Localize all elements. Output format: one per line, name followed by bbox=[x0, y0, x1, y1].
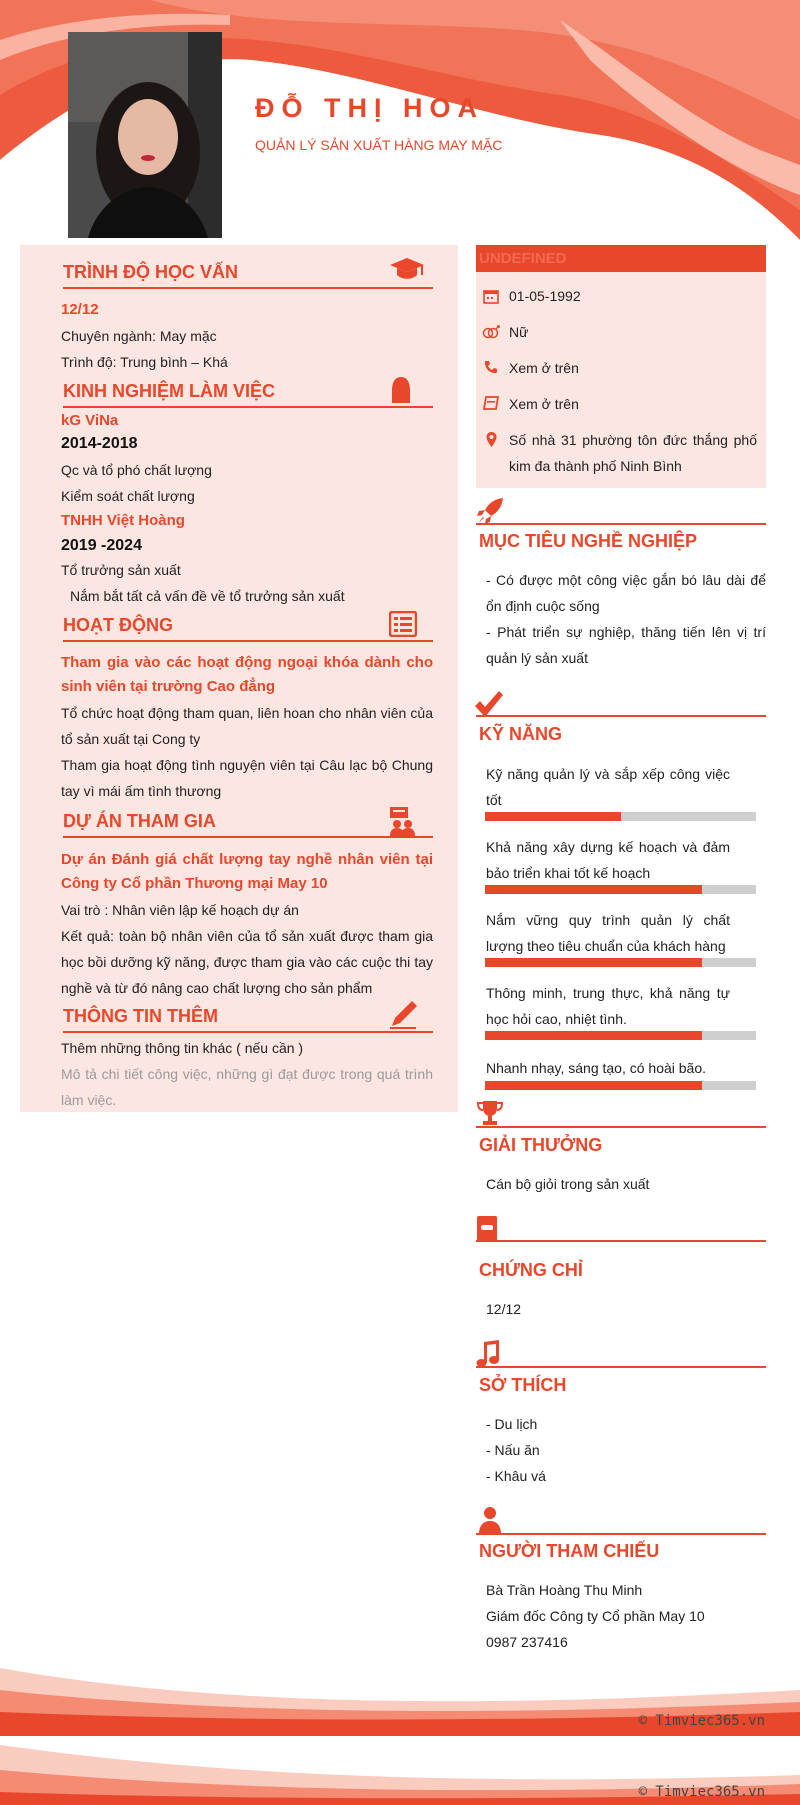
reference-position: Giám đốc Công ty Cổ phần May 10 bbox=[486, 1608, 705, 1624]
skill-bar-fill bbox=[485, 958, 702, 967]
skill-bar bbox=[485, 1081, 756, 1090]
certificates-divider bbox=[476, 1240, 766, 1242]
presentation-icon bbox=[389, 806, 415, 836]
graduation-cap-icon bbox=[388, 256, 426, 282]
phone-icon bbox=[484, 360, 498, 374]
skills-divider bbox=[476, 715, 766, 717]
activities-desc: Tổ chức hoạt động tham quan, liên hoan cho nhân viên của tổ sản xuất tại Cong ty bbox=[61, 705, 433, 747]
skill-label: Nắm vững quy trình quản lý chất lượng theo tiêu chuẩn của khách hàng bbox=[486, 912, 730, 954]
footer-watermark: © Timviec365.vn bbox=[638, 1784, 765, 1800]
education-period: 12/12 bbox=[61, 301, 99, 318]
experience-line: Qc và tổ phó chất lượng bbox=[61, 462, 212, 478]
calendar-icon bbox=[483, 288, 499, 304]
education-major: Chuyên ngành: May mặc bbox=[61, 328, 217, 344]
awards-title: GIẢI THƯỞNG bbox=[479, 1135, 603, 1155]
user-icon bbox=[478, 1506, 502, 1534]
projects-role: Vai trò : Nhân viên lập kế hoạch dự án bbox=[61, 902, 299, 918]
address-value: Số nhà 31 phường tôn đức thắng phố kim đa thành phố Ninh Bình bbox=[509, 432, 757, 474]
skill-label: Thông minh, trung thực, khả năng tự học hỏi cao, nhiệt tình. bbox=[486, 985, 730, 1027]
footer-watermark: © Timviec365.vn bbox=[638, 1713, 765, 1729]
job-title: QUẢN LÝ SẢN XUẤT HÀNG MAY MẶC bbox=[255, 137, 503, 153]
experience-period: 2019 -2024 bbox=[61, 537, 142, 554]
skill-label: Khả năng xây dựng kế hoạch và đảm bảo triển khai tốt kế hoạch bbox=[486, 839, 730, 881]
hobby-item: - Khâu vá bbox=[486, 1468, 546, 1484]
skill-bar bbox=[485, 1031, 756, 1040]
skill-bar bbox=[485, 812, 756, 821]
skill-label: Nhanh nhạy, sáng tạo, có hoài bão. bbox=[486, 1060, 707, 1076]
certificates-text: 12/12 bbox=[486, 1301, 522, 1317]
rocket-icon bbox=[476, 497, 504, 525]
gender-value: Nữ bbox=[509, 324, 529, 340]
skill-bar-fill bbox=[485, 812, 621, 821]
additional-divider bbox=[63, 1031, 433, 1033]
candidate-name: ĐỖ THỊ HOA bbox=[255, 93, 484, 123]
portrait-image bbox=[68, 32, 222, 238]
reference-name: Bà Trần Hoàng Thu Minh bbox=[486, 1582, 643, 1598]
objective-line: - Phát triển sự nghiệp, thăng tiến lên vị trí quản lý sản xuất bbox=[486, 624, 766, 666]
checkmark-icon bbox=[474, 690, 504, 718]
pen-icon bbox=[388, 1000, 418, 1030]
objective-line: - Có được một công việc gắn bó lâu dài để ổn định cuộc sống bbox=[486, 572, 766, 614]
additional-line: Thêm những thông tin khác ( nếu cần ) bbox=[61, 1040, 304, 1056]
activities-desc: Tham gia hoạt động tình nguyện viên tại Câu lạc bộ Chung tay vì mái ấm tình thương bbox=[61, 757, 433, 799]
skill-bar bbox=[485, 885, 756, 894]
references-divider bbox=[476, 1533, 766, 1535]
skill-bar-fill bbox=[485, 1081, 702, 1090]
awards-text: Cán bộ giỏi trong sản xuất bbox=[486, 1176, 650, 1192]
hobby-item: - Nấu ăn bbox=[486, 1442, 540, 1458]
activities-title: HOẠT ĐỘNG bbox=[63, 615, 173, 635]
skills-title: KỸ NĂNG bbox=[479, 724, 563, 744]
experience-title: KINH NGHIỆM LÀM VIỆC bbox=[63, 381, 276, 401]
hobby-item: - Du lịch bbox=[486, 1416, 538, 1432]
gender-icon bbox=[482, 324, 500, 340]
birthday-value: 01-05-1992 bbox=[509, 288, 581, 304]
objective-divider bbox=[476, 523, 766, 525]
skill-bar-fill bbox=[485, 885, 702, 894]
experience-line: Kiểm soát chất lượng bbox=[61, 488, 195, 504]
certificates-title: CHỨNG CHỈ bbox=[479, 1260, 583, 1280]
experience-line: Tổ trưởng sản xuất bbox=[61, 562, 181, 578]
projects-divider bbox=[63, 836, 433, 838]
reference-phone: 0987 237416 bbox=[486, 1634, 568, 1650]
additional-description: Mô tả chi tiết công việc, những gì đạt được trong quá trình làm việc. bbox=[61, 1066, 433, 1108]
experience-company: TNHH Việt Hoàng bbox=[61, 512, 185, 529]
checklist-icon bbox=[389, 611, 417, 637]
activities-heading: Tham gia vào các hoạt động ngoại khóa dành cho sinh viên tại trường Cao đẳng bbox=[61, 654, 433, 695]
activities-divider bbox=[63, 640, 433, 642]
additional-title: THÔNG TIN THÊM bbox=[63, 1006, 218, 1026]
projects-heading: Dự án Đánh giá chất lượng tay nghề nhân viên tại Công ty Cổ phần Thương mại May 10 bbox=[61, 851, 433, 892]
projects-result: Kết quả: toàn bộ nhân viên của tổ sản xuất được tham gia học bồi dưỡng kỹ năng, được tham gia vào các cuộc thi tay nghề và từ đó nâng cao chất lượng cho sản phẩm bbox=[61, 928, 433, 996]
personal-info-header-label: UNDEFINED bbox=[479, 250, 567, 267]
experience-divider bbox=[63, 406, 433, 408]
references-title: NGƯỜI THAM CHIẾU bbox=[479, 1541, 660, 1561]
awards-divider bbox=[476, 1126, 766, 1128]
certificate-icon bbox=[476, 1215, 498, 1243]
email-value: Xem ở trên bbox=[509, 396, 579, 412]
education-title: TRÌNH ĐỘ HỌC VẤN bbox=[63, 262, 238, 282]
hobbies-divider bbox=[476, 1366, 766, 1368]
objective-title: MỤC TIÊU NGHỀ NGHIỆP bbox=[479, 531, 698, 551]
personal-info-header bbox=[476, 245, 766, 272]
skill-bar-fill bbox=[485, 1031, 702, 1040]
experience-line: Nắm bắt tất cả vấn đề về tổ trưởng sản xuất bbox=[70, 588, 345, 604]
experience-period: 2014-2018 bbox=[61, 435, 138, 452]
profile-photo bbox=[68, 32, 222, 238]
skill-bar bbox=[485, 958, 756, 967]
experience-company: kG ViNa bbox=[61, 412, 119, 429]
music-note-icon bbox=[476, 1339, 500, 1369]
education-divider bbox=[63, 287, 433, 289]
skill-label: Kỹ năng quản lý và sắp xếp công việc tốt bbox=[486, 766, 730, 808]
hobbies-title: SỞ THÍCH bbox=[479, 1375, 567, 1395]
trophy-icon bbox=[477, 1100, 503, 1128]
education-level: Trình độ: Trung bình – Khá bbox=[61, 354, 228, 370]
location-icon bbox=[486, 432, 497, 447]
projects-title: DỰ ÁN THAM GIA bbox=[63, 811, 216, 831]
person-icon bbox=[390, 376, 412, 404]
email-icon bbox=[483, 396, 499, 410]
phone-value: Xem ở trên bbox=[509, 360, 579, 376]
